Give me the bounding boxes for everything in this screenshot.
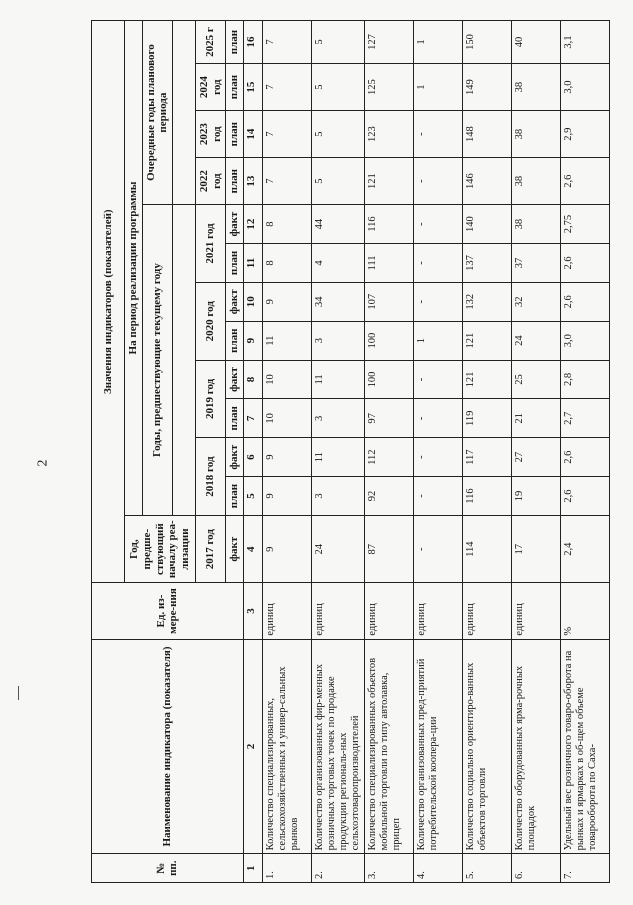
- value-cell: 3,0: [561, 321, 610, 360]
- value-cell: 149: [463, 64, 512, 111]
- value-cell: 9: [262, 438, 311, 477]
- unit-cell: единиц: [365, 583, 414, 639]
- column-number: 15: [243, 64, 262, 111]
- value-cell: 24: [311, 515, 364, 582]
- value-cell: 9: [262, 515, 311, 582]
- header-2022: 2022 год: [195, 158, 225, 205]
- value-cell: 17: [512, 515, 561, 582]
- value-cell: -: [414, 360, 463, 399]
- column-number: 6: [243, 438, 262, 477]
- value-cell: -: [414, 477, 463, 516]
- value-cell: 5: [311, 64, 364, 111]
- value-cell: 100: [365, 360, 414, 399]
- value-cell: 119: [463, 399, 512, 438]
- value-cell: 112: [365, 438, 414, 477]
- value-cell: -: [414, 282, 463, 321]
- value-cell: 148: [463, 111, 512, 158]
- subheader-fact: факт: [226, 515, 244, 582]
- column-number: 10: [243, 282, 262, 321]
- column-number: 11: [243, 244, 262, 283]
- value-cell: 116: [463, 477, 512, 516]
- value-cell: 8: [262, 244, 311, 283]
- header-spacer: [172, 205, 195, 516]
- unit-cell: %: [561, 583, 610, 639]
- header-period: На период реализации программы: [125, 21, 143, 516]
- subheader-plan: план: [226, 244, 244, 283]
- header-2025: 2025 г: [195, 21, 225, 64]
- column-number: 5: [243, 477, 262, 516]
- value-cell: 140: [463, 205, 512, 244]
- value-cell: 27: [512, 438, 561, 477]
- value-cell: 2,75: [561, 205, 610, 244]
- value-cell: 7: [262, 111, 311, 158]
- indicator-name: Количество специализированных, сельскохозяйственных и универ-сальных рынков: [262, 639, 311, 854]
- value-cell: 10: [262, 360, 311, 399]
- row-number: 4.: [414, 854, 463, 883]
- header-years-before: Годы, предшествующие текущему году: [142, 205, 172, 516]
- subheader-plan: план: [226, 64, 244, 111]
- value-cell: 127: [365, 21, 414, 64]
- indicator-name: Количество организованных пред-приятий потребительской коопера-ции: [414, 639, 463, 854]
- value-cell: -: [414, 111, 463, 158]
- value-cell: -: [414, 205, 463, 244]
- value-cell: 11: [262, 321, 311, 360]
- value-cell: 38: [512, 64, 561, 111]
- value-cell: 7: [262, 64, 311, 111]
- value-cell: 25: [512, 360, 561, 399]
- value-cell: 9: [262, 282, 311, 321]
- header-2018: 2018 год: [195, 438, 225, 516]
- value-cell: 1: [414, 321, 463, 360]
- value-cell: 38: [512, 205, 561, 244]
- value-cell: -: [414, 515, 463, 582]
- header-no: № пп.: [92, 854, 244, 883]
- indicator-name: Количество организованных фир-менных розничных торговых точек по продаже продукции региональ-ных сельхозтоваропроизводителей: [311, 639, 364, 854]
- value-cell: 97: [365, 399, 414, 438]
- subheader-plan: план: [226, 158, 244, 205]
- row-number: 7.: [561, 854, 610, 883]
- value-cell: 38: [512, 111, 561, 158]
- value-cell: 2,6: [561, 282, 610, 321]
- header-2020: 2020 год: [195, 282, 225, 360]
- column-number: 12: [243, 205, 262, 244]
- value-cell: -: [414, 244, 463, 283]
- value-cell: 2,6: [561, 244, 610, 283]
- page-number: 2: [35, 459, 51, 467]
- value-cell: 24: [512, 321, 561, 360]
- value-cell: 5: [311, 21, 364, 64]
- value-cell: 9: [262, 477, 311, 516]
- row-number: 5.: [463, 854, 512, 883]
- unit-cell: единиц: [262, 583, 311, 639]
- unit-cell: единиц: [463, 583, 512, 639]
- indicators-table: [91, 20, 610, 883]
- value-cell: 121: [463, 321, 512, 360]
- value-cell: 123: [365, 111, 414, 158]
- value-cell: 5: [311, 111, 364, 158]
- subheader-fact: факт: [226, 360, 244, 399]
- column-number: 13: [243, 158, 262, 205]
- value-cell: 117: [463, 438, 512, 477]
- table-row: [512, 21, 561, 883]
- value-cell: -: [414, 158, 463, 205]
- subheader-plan: план: [226, 321, 244, 360]
- value-cell: 40: [512, 21, 561, 64]
- value-cell: 3: [311, 321, 364, 360]
- table-row: [414, 21, 463, 883]
- subheader-fact: факт: [226, 282, 244, 321]
- value-cell: 2,6: [561, 158, 610, 205]
- indicator-name: Количество социально ориентиро-ванных объектов торговли: [463, 639, 512, 854]
- table-row: [262, 21, 311, 883]
- value-cell: 132: [463, 282, 512, 321]
- column-number: 7: [243, 399, 262, 438]
- subheader-fact: факт: [226, 438, 244, 477]
- row-number: 2.: [311, 854, 364, 883]
- value-cell: 5: [311, 158, 364, 205]
- header-values: Значения индикаторов (показателей): [92, 21, 125, 583]
- value-cell: 44: [311, 205, 364, 244]
- value-cell: 146: [463, 158, 512, 205]
- header-prev-year: Год, предше-ствующий началу реа-лизации: [125, 515, 196, 582]
- value-cell: 2,8: [561, 360, 610, 399]
- value-cell: 3,1: [561, 21, 610, 64]
- value-cell: 19: [512, 477, 561, 516]
- subheader-fact: факт: [226, 205, 244, 244]
- table-row: [365, 21, 414, 883]
- value-cell: 121: [463, 360, 512, 399]
- unit-cell: единиц: [414, 583, 463, 639]
- value-cell: 92: [365, 477, 414, 516]
- value-cell: 3,0: [561, 64, 610, 111]
- header-name: Наименование индикатора (показателя): [92, 639, 244, 854]
- value-cell: 11: [311, 438, 364, 477]
- column-number-row: [243, 21, 262, 883]
- unit-cell: единиц: [311, 583, 364, 639]
- value-cell: 116: [365, 205, 414, 244]
- value-cell: 8: [262, 205, 311, 244]
- value-cell: 4: [311, 244, 364, 283]
- value-cell: 100: [365, 321, 414, 360]
- column-number: 14: [243, 111, 262, 158]
- table-row: [311, 21, 364, 883]
- value-cell: -: [414, 438, 463, 477]
- indicator-name: Удельный вес розничного товаро-оборота на рынках и ярмарках в об-щем объеме товарооборота по Саха-: [561, 639, 610, 854]
- value-cell: 10: [262, 399, 311, 438]
- header-2024: 2024 год: [195, 64, 225, 111]
- header-2021: 2021 год: [195, 205, 225, 283]
- column-number: 9: [243, 321, 262, 360]
- value-cell: 7: [262, 21, 311, 64]
- row-number: 3.: [365, 854, 414, 883]
- value-cell: 2,9: [561, 111, 610, 158]
- value-cell: 150: [463, 21, 512, 64]
- indicator-name: Количество специализированных объектов мобильной торговли по типу автолавка, прицеп: [365, 639, 414, 854]
- value-cell: 125: [365, 64, 414, 111]
- header-planning: Очередные годы планового периода: [142, 21, 172, 205]
- table-row: [463, 21, 512, 883]
- column-number: 3: [243, 583, 262, 639]
- value-cell: 34: [311, 282, 364, 321]
- header-2019: 2019 год: [195, 360, 225, 438]
- subheader-plan: план: [226, 477, 244, 516]
- value-cell: 107: [365, 282, 414, 321]
- row-number: 1.: [262, 854, 311, 883]
- value-cell: 2,6: [561, 477, 610, 516]
- value-cell: 38: [512, 158, 561, 205]
- value-cell: 87: [365, 515, 414, 582]
- value-cell: 121: [365, 158, 414, 205]
- header-2023: 2023 год: [195, 111, 225, 158]
- value-cell: 32: [512, 282, 561, 321]
- value-cell: 3: [311, 399, 364, 438]
- value-cell: 2,7: [561, 399, 610, 438]
- subheader-plan: план: [226, 111, 244, 158]
- value-cell: 37: [512, 244, 561, 283]
- header-2017: 2017 год: [195, 515, 225, 582]
- subheader-plan: план: [226, 21, 244, 64]
- value-cell: 21: [512, 399, 561, 438]
- header-spacer-plan: [172, 21, 195, 205]
- value-cell: 2,6: [561, 438, 610, 477]
- scan-mark: [18, 686, 19, 700]
- column-number: 1: [243, 854, 262, 883]
- rotated-table-region: [91, 20, 611, 883]
- column-number: 2: [243, 639, 262, 854]
- indicator-name: Количество оборудованных ярма-рочных площадок: [512, 639, 561, 854]
- value-cell: 1: [414, 21, 463, 64]
- value-cell: -: [414, 399, 463, 438]
- value-cell: 3: [311, 477, 364, 516]
- value-cell: 11: [311, 360, 364, 399]
- value-cell: 7: [262, 158, 311, 205]
- value-cell: 137: [463, 244, 512, 283]
- table-row: [561, 21, 610, 883]
- row-number: 6.: [512, 854, 561, 883]
- value-cell: 111: [365, 244, 414, 283]
- header-unit: Ед. из-мере-ния: [92, 583, 244, 639]
- value-cell: 1: [414, 64, 463, 111]
- column-number: 4: [243, 515, 262, 582]
- unit-cell: единиц: [512, 583, 561, 639]
- column-number: 8: [243, 360, 262, 399]
- value-cell: 2,4: [561, 515, 610, 582]
- column-number: 16: [243, 21, 262, 64]
- value-cell: 114: [463, 515, 512, 582]
- subheader-plan: план: [226, 399, 244, 438]
